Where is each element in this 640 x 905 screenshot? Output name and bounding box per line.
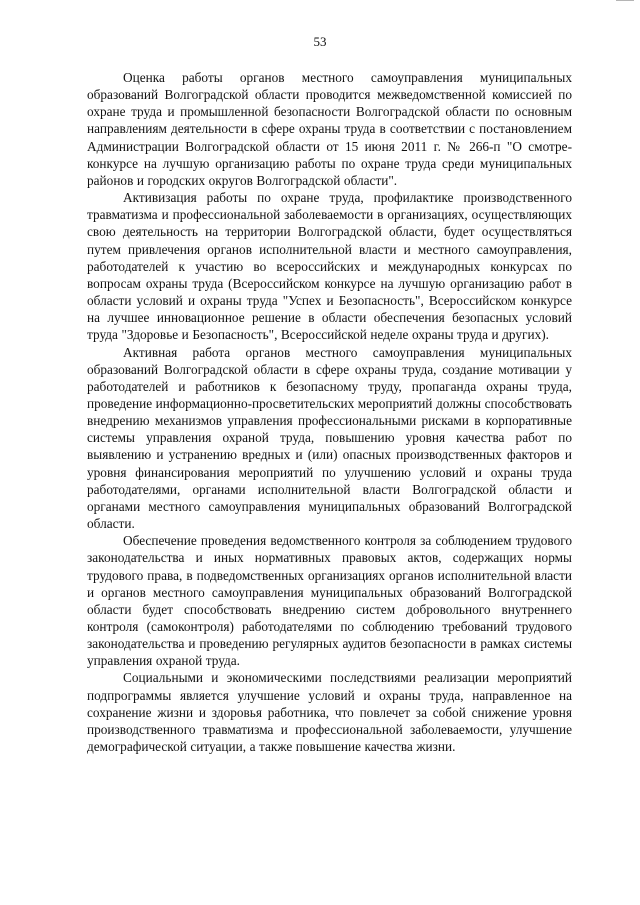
scan-corner-mark [616,0,634,3]
paragraph-local-government: Активная работа органов местного самоуправления муниципальных образований Волгоградской области в сфере охраны труда, создание мотивации у работодателей и работников к безопасному труду, пропаганда охраны труда, проведение информационно-просветительских мероприятий должны способствовать внедрению механизмов управления профессиональными рисками в корпоративные системы управления охраной труда, повышению уровня качества работ по выявлению и устранению вредных и (или) опасных производственных факторов и уровня финансирования мероприятий по улучшению условий и охраны труда работодателями, органами исполнительной власти Волгоградской области и органами местного самоуправления муниципальных образований Волгоградской области. [87,344,572,532]
page-number: 53 [313,34,327,49]
paragraph-evaluation: Оценка работы органов местного самоуправления муниципальных образований Волгоградской области проводится межведомственной комиссией по охране труда и промышленной безопасности Волгоградской области по основным направлениям деятельности в сфере охраны труда в соответствии с постановлением Администрации Волгоградской области от 15 июня 2011 г. № 266-п "О смотре-конкурсе на лучшую организацию работы по охране труда среди муниципальных районов и городских округов Волгоградской области". [87,70,572,188]
paragraph-social-consequences: Социальными и экономическими последствиями реализации мероприятий подпрограммы является улучшение условий и охраны труда, направленное на сохранение жизни и здоровья работника, что повлечет за собой снижение уровня производственного травматизма и профессиональной заболеваемости, улучшение демографической ситуации, а также повышение качества жизни. [87,670,572,755]
paragraph-activation: Активизация работы по охране труда, профилактике производственного травматизма и профессиональной заболеваемости в организациях, осуществляющих свою деятельность на территории Волгоградской области, будет осуществляться путем привлечения органов исполнительной власти и местного самоуправления, работодателей к участию во всероссийских и международных конкурсах по вопросам охраны труда (Всероссийском конкурсе на лучшую организацию работ в области условий и охраны труда "Успех и Безопасность", Всероссийском конкурсе на лучшее инновационное решение в области обеспечения безопасных условий труда "Здоровье и Безопасность", Всероссийской неделе охраны труда и других). [87,190,572,343]
paragraph-departmental-control: Обеспечение проведения ведомственного контроля за соблюдением трудового законодательства и иных нормативных правовых актов, содержащих нормы трудового права, в подведомственных организациях органов исполнительной власти и органов местного самоуправления муниципальных образований Волгоградской области будет способствовать внедрению систем добровольного внутреннего контроля (самоконтроля) работодателями по соблюдению требований трудового законодательства и проведению регулярных аудитов безопасности в рамках системы управления охраной труда. [87,533,572,669]
document-body [87,69,572,755]
